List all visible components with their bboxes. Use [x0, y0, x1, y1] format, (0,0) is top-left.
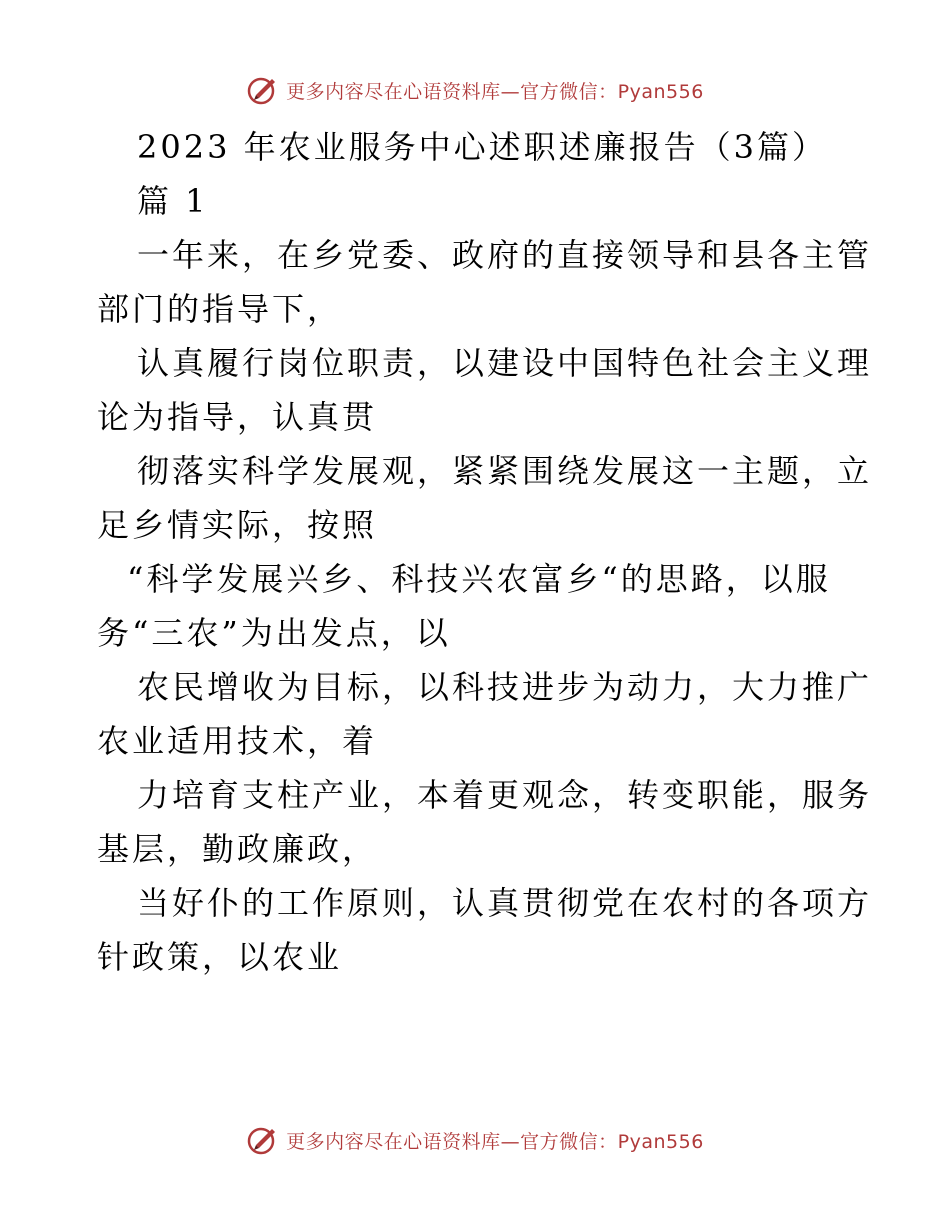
- paragraph-line: 认真履行岗位职责，以建设中国特色社会主义理: [137, 344, 873, 382]
- paragraph-line: 务“三农”为出发点，以: [97, 614, 451, 652]
- section-heading: 篇 1: [137, 182, 209, 220]
- pen-logo-icon: [246, 73, 280, 107]
- paragraph-line: 基层，勤政廉政，: [97, 830, 378, 868]
- paragraph-line: 当好仆的工作原则，认真贯彻党在农村的各项方: [137, 884, 873, 922]
- paragraph-line: 力培育支柱产业，本着更观念，转变职能，服务: [137, 776, 873, 814]
- paragraph-line: 论为指导，认真贯: [97, 398, 378, 436]
- header-watermark-text: 更多内容尽在心语资料库—官方微信：Pyan556: [286, 80, 704, 103]
- paragraph-line: 一年来，在乡党委、政府的直接领导和县各主管: [137, 236, 873, 274]
- document-title: 2023 年农业服务中心述职述廉报告（3篇）: [137, 128, 827, 166]
- document-body: [97, 120, 873, 984]
- paragraph-line: 针政策，以农业: [97, 938, 343, 976]
- paragraph-line: 农业适用技术，着: [97, 722, 378, 760]
- pen-logo-icon: [246, 1123, 280, 1157]
- paragraph-line: 部门的指导下，: [97, 290, 343, 328]
- header-watermark-banner: [0, 70, 950, 110]
- paragraph-line: 彻落实科学发展观，紧紧围绕发展这一主题，立: [137, 452, 873, 490]
- paragraph-line: “科学发展兴乡、科技兴农富乡“的思路，以服: [127, 560, 831, 598]
- footer-watermark-banner: [0, 1120, 950, 1160]
- paragraph-line: 足乡情实际，按照: [97, 506, 378, 544]
- paragraph-line: 农民增收为目标，以科技进步为动力，大力推广: [137, 668, 873, 706]
- footer-watermark-text: 更多内容尽在心语资料库—官方微信：Pyan556: [286, 1130, 704, 1153]
